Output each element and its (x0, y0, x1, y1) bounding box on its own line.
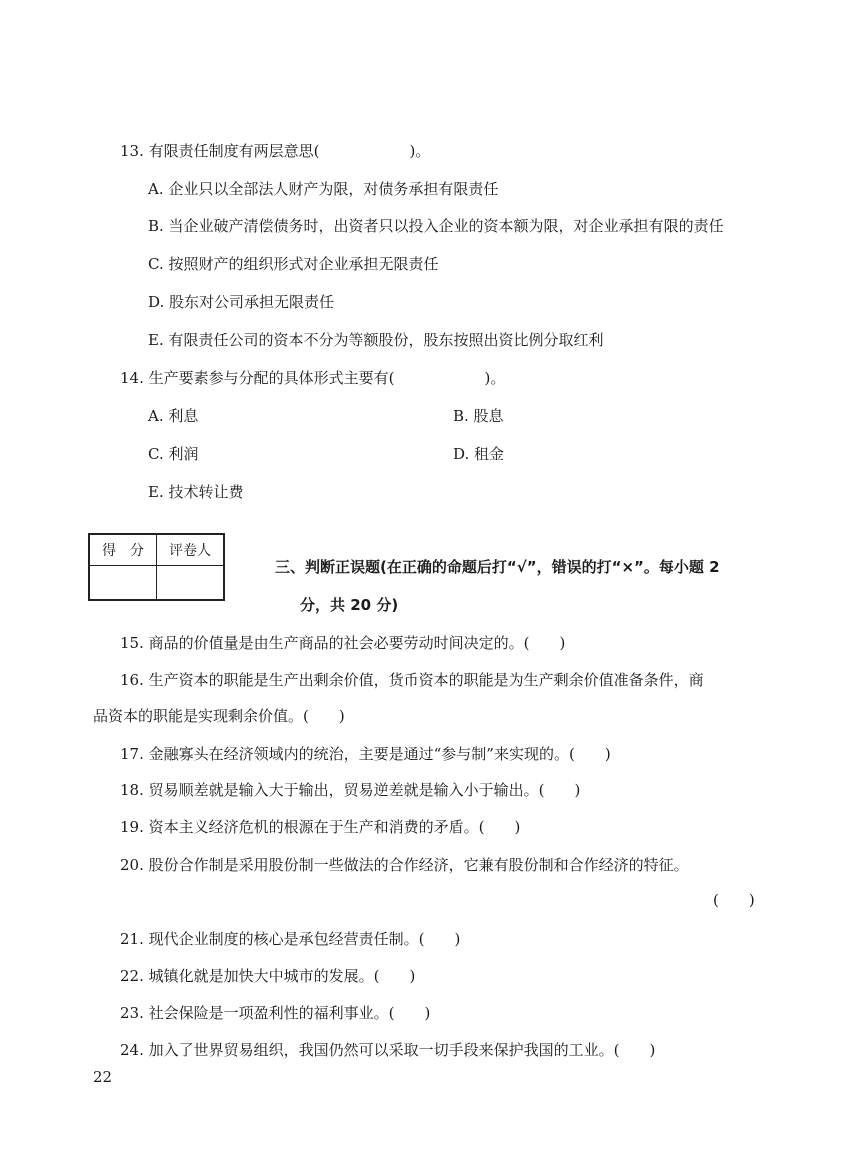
q13-option-b: B. 当企业破产清偿债务时，出资者只以投入企业的资本额为限，对企业承担有限的责任 (148, 217, 724, 235)
question-18: 18. 贸易顺差就是输入大于输出，贸易逆差就是输入小于输出。( ) (120, 781, 581, 799)
section-3-title-cont: 分，共 20 分) (300, 596, 399, 614)
question-15: 15. 商品的价值量是由生产商品的社会必要劳动时间决定的。( ) (120, 634, 566, 652)
question-16: 16. 生产资本的职能是生产出剩余价值，货币资本的职能是为生产剩余价值准备条件，商 (120, 671, 704, 689)
q14-option-b: B. 股息 (453, 407, 504, 425)
question-19: 19. 资本主义经济危机的根源在于生产和消费的矛盾。( ) (120, 818, 521, 836)
grader-header: 评卷人 (157, 534, 225, 566)
question-23: 23. 社会保险是一项盈利性的福利事业。( ) (120, 1004, 431, 1022)
score-header: 得 分 (89, 534, 157, 566)
page-number: 22 (93, 1068, 113, 1086)
question-21: 21. 现代企业制度的核心是承包经营责任制。( ) (120, 930, 461, 948)
q14-option-a: A. 利息 (148, 407, 199, 425)
score-cell (89, 566, 157, 601)
question-22: 22. 城镇化就是加快大中城市的发展。( ) (120, 967, 416, 985)
score-box (88, 533, 225, 601)
q14-option-c: C. 利润 (148, 445, 199, 463)
question-14-stem: 14. 生产要素参与分配的具体形式主要有( )。 (120, 369, 506, 387)
q14-option-e: E. 技术转让费 (148, 483, 244, 501)
question-20: 20. 股份合作制是采用股份制一些做法的合作经济，它兼有股份制和合作经济的特征。 (120, 856, 689, 874)
question-20-blank: ( ) (713, 891, 755, 909)
question-16-cont: 品资本的职能是实现剩余价值。( ) (93, 707, 345, 725)
q13-option-c: C. 按照财产的组织形式对企业承担无限责任 (148, 255, 439, 273)
section-3-title: 三、判断正误题(在正确的命题后打“√”，错误的打“×”。每小题 2 (275, 558, 720, 576)
question-24: 24. 加入了世界贸易组织，我国仍然可以采取一切手段来保护我国的工业。( ) (120, 1041, 656, 1059)
q13-option-e: E. 有限责任公司的资本不分为等额股份，股东按照出资比例分取红利 (148, 331, 604, 349)
grader-cell (157, 566, 225, 601)
q13-option-a: A. 企业只以全部法人财产为限，对债务承担有限责任 (148, 180, 499, 198)
question-13-stem: 13. 有限责任制度有两层意思( )。 (120, 142, 431, 160)
q14-option-d: D. 租金 (453, 445, 505, 463)
q13-option-d: D. 股东对公司承担无限责任 (148, 293, 335, 311)
question-17: 17. 金融寡头在经济领域内的统治，主要是通过“参与制”来实现的。( ) (120, 745, 611, 763)
